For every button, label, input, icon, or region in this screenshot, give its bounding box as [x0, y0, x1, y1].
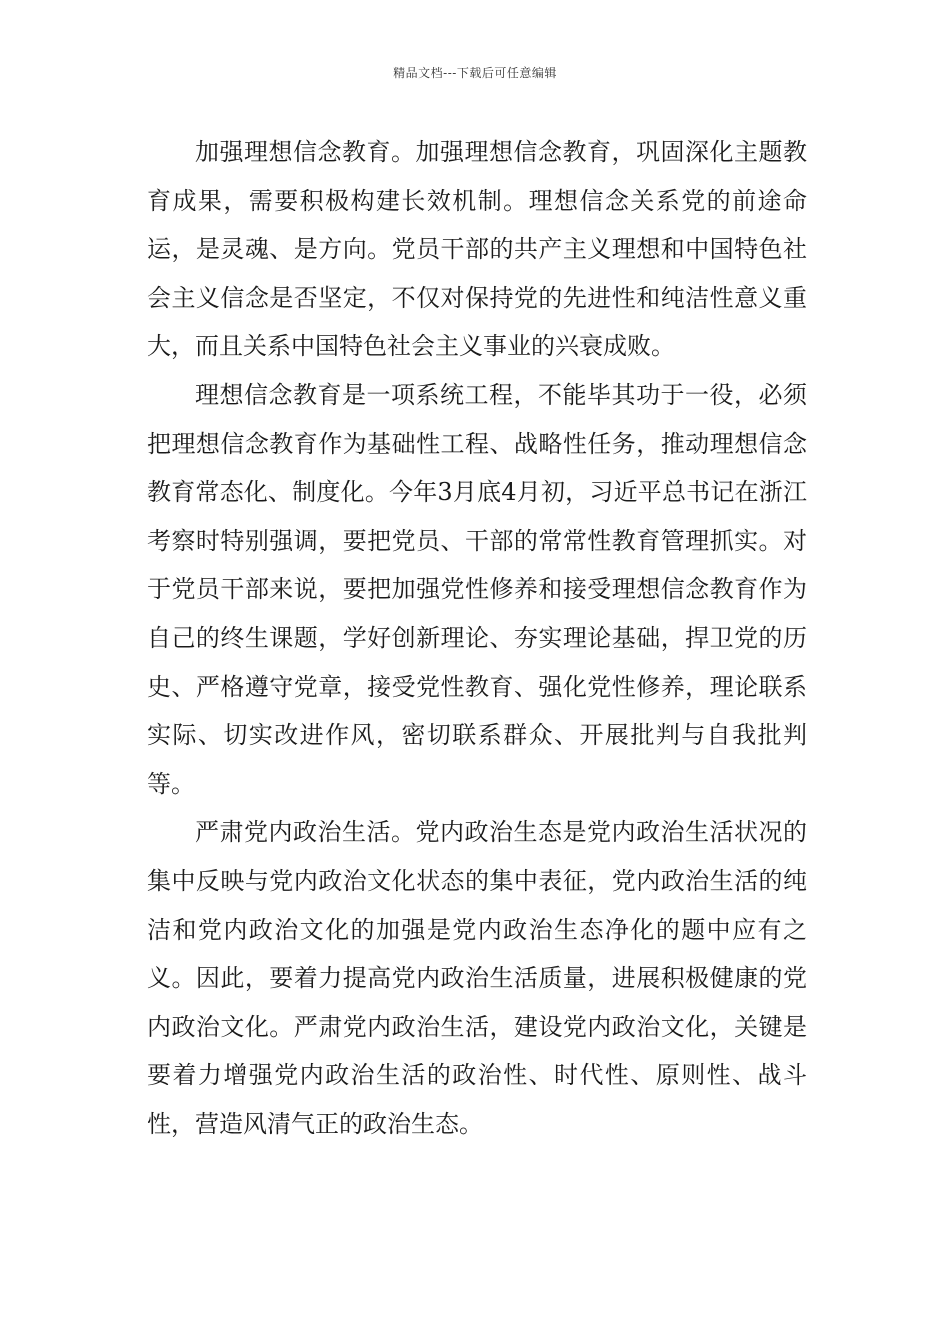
page-header: 精品文档---下载后可任意编辑 — [393, 66, 557, 80]
paragraph-1: 加强理想信念教育。加强理想信念教育，巩固深化主题教育成果，需要积极构建长效机制。理想信念关系党的前途命运，是灵魂、是方向。党员干部的共产主义理想和中国特色社会主义信念是否坚定，不仅对保持党的先进性和纯洁性意义重大，而且关系中国特色社会主义事业的兴衰成败。 — [147, 138, 807, 361]
paragraph-2: 理想信念教育是一项系统工程，不能毕其功于一役，必须把理想信念教育作为基础性工程、战略性任务，推动理想信念教育常态化、制度化。今年3月底4月初，习近平总书记在浙江考察时特别强调，要把党员、干部的常常性教育管理抓实。对于党员干部来说，要把加强党性修养和接受理想信念教育作为自己的终生课题，学好创新理论、夯实理论基础，捍卫党的历史、严格遵守党章，接受党性教育、强化党性修养，理论联系实际、切实改进作风，密切联系群众、开展批判与自我批判等。 — [147, 380, 807, 798]
paragraph-3: 严肃党内政治生活。党内政治生态是党内政治生活状况的集中反映与党内政治文化状态的集中表征，党内政治生活的纯洁和党内政治文化的加强是党内政治生态净化的题中应有之义。因此，要着力提高党内政治生活质量，进展积极健康的党内政治文化。严肃党内政治生活，建设党内政治文化，关键是要着力增强党内政治生活的政治性、时代性、原则性、战斗性，营造风清气正的政治生态。 — [147, 818, 807, 1138]
document-body — [147, 128, 807, 1148]
